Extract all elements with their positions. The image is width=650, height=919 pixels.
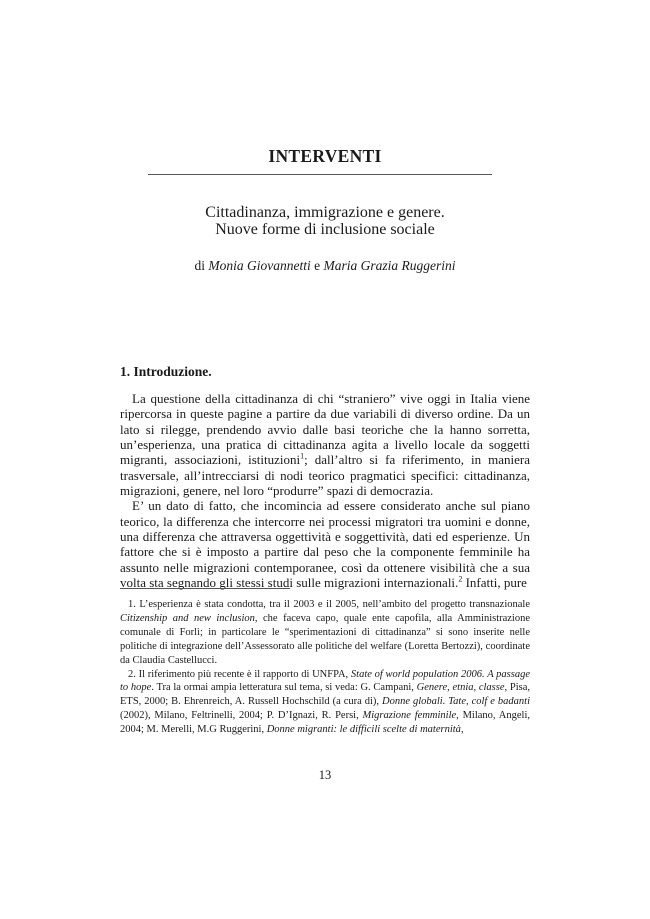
- paragraph-2-text-b: Infatti, pure: [462, 575, 527, 591]
- footnote-2-text: 2. Il riferimento più recente è il rapporto di UNFPA,: [128, 668, 351, 680]
- footnote-1-italic: Citizenship and new inclusion: [120, 612, 255, 624]
- footnote-2-italic: Donne globali. Tate, colf e badanti: [382, 696, 530, 708]
- heading-rule: [148, 174, 492, 175]
- footnote-2-italic: State of world population 2006. A passage to hope: [120, 668, 530, 694]
- paragraph-1: [120, 391, 530, 498]
- title-line-2: Nuove forme di inclusione sociale: [215, 221, 435, 238]
- footnote-2-italic: Genere, etnia, classe: [416, 682, 505, 694]
- footnote-1-text: 1. L’esperienza è stata condotta, tra il 2003 e il 2005, nell’ambito del progetto transnazionale: [128, 599, 530, 610]
- author-1: Monia Giovannetti: [208, 258, 311, 273]
- footnotes: [120, 598, 530, 737]
- byline-conjunction: e: [314, 258, 321, 273]
- paragraph-2: [120, 498, 530, 590]
- page-number: 13: [318, 768, 332, 782]
- title-line-1: Cittadinanza, immigrazione e genere.: [205, 204, 445, 221]
- byline: [0, 258, 650, 274]
- paragraph-1-text-a: La questione della cittadinanza di chi “straniero” vive oggi in Italia viene ripercorsa in queste pagine a partire da due variabili di diverso ordine. Da un lato si rilegge, prendendo avvio dalle basi teoriche che la hanno sorretta, un’esperienza, una pratica di cittadinanza agita a livello locale da soggetti migranti, associazioni, istituzioni: [120, 391, 530, 468]
- footnote-ref-2: 2: [458, 574, 463, 584]
- footnote-2-text: . Tra la ormai ampia letteratura sul tema, si veda: G. Campani,: [151, 682, 417, 694]
- footnote-2-text: (2002), Milano, Feltrinelli, 2004; P. D’Ignazi, R. Persi,: [120, 710, 363, 722]
- footnote-1: [120, 598, 530, 668]
- byline-prefix: di: [194, 258, 205, 273]
- author-2: Maria Grazia Ruggerini: [323, 258, 456, 273]
- footnote-2-italic: Migrazione femminile: [362, 710, 457, 722]
- footnote-2-italic: Donne migranti: le difficili scelte di maternità: [266, 724, 461, 736]
- article-title: [0, 204, 650, 238]
- footnote-2-text: , Milano, Angeli, 2004; M. Merelli, M.G Ruggerini,: [120, 710, 530, 736]
- footnote-2: [120, 668, 530, 738]
- footnote-2-text: , Pisa, ETS, 2000; B. Ehrenreich, A. Russell Hochschild (a cura di),: [120, 682, 530, 708]
- footnote-1-text: , che faceva capo, quale ente capofila, alla Amministrazione comunale di Forlì; in particolare le “sperimentazioni di cittadinanza” si sono inserite nelle politiche di integrazione dell’Assessorato alle politiche del welfare (Loretta Bertozzi), coordinate da Claudia Castellucci.: [120, 612, 531, 666]
- body-text: [120, 391, 530, 590]
- section-heading: INTERVENTI: [268, 146, 382, 166]
- section-subheading: 1. Introduzione.: [120, 364, 212, 379]
- footnote-2-text: ,: [460, 724, 464, 736]
- footnote-ref-1: 1: [300, 452, 305, 462]
- footnote-rule: [120, 588, 290, 589]
- paragraph-1-text-b: ; dall’altro si fa riferimento, in maniera trasversale, all’intrecciarsi di nodi teorico pragmatici specifici: cittadinanza, migrazioni, genere, nel loro “produrre” spazi di democrazia.: [120, 452, 530, 499]
- paragraph-2-text-a: E’ un dato di fatto, che incomincia ad essere considerato anche sul piano teorico, la differenza che intercorre nei processi migratori tra uomini e donne, una differenza che attraversa oggettività e soggettività, dati ed esperienze. Un fattore che si è imposto a partire dal peso che la componente femminile ha assunto nelle migrazioni contemporanee, così da ottenere visibilità che a sua volta sta segnando gli stessi studi sulle migrazioni internazionali.: [120, 498, 530, 591]
